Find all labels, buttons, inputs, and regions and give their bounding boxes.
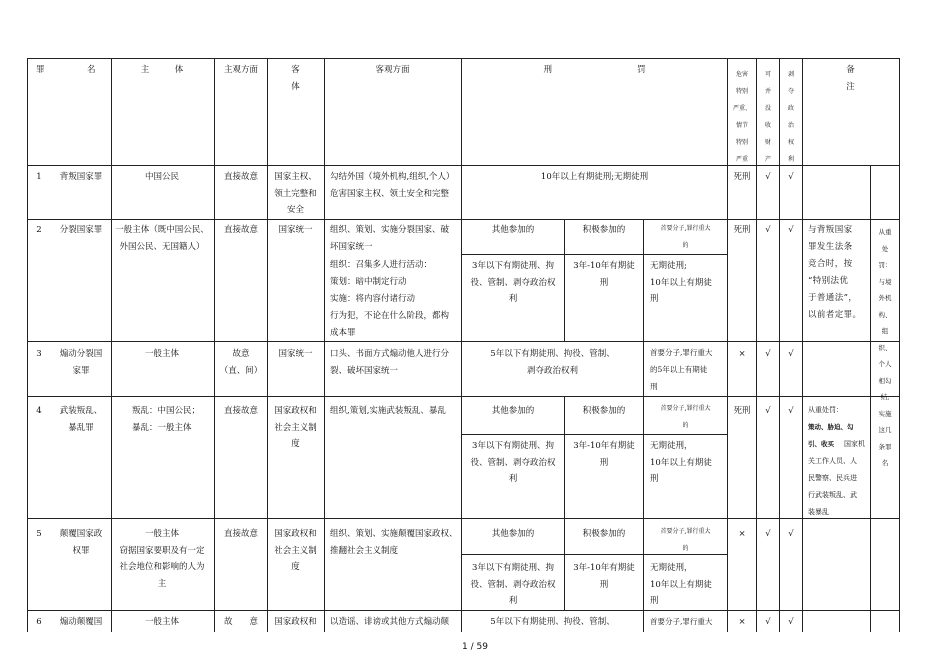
serious-penalty: × — [738, 529, 746, 539]
penalty-other-header: 其他参加的 — [491, 406, 535, 416]
penalty-lead-header: 首要分子,罪行重大 的 — [660, 405, 711, 429]
grid-line — [462, 254, 727, 255]
serious-penalty: 死刑 — [733, 406, 751, 416]
objective-line: 口头、书面方式煽动他人进行分 — [330, 349, 450, 359]
penalty: 10年以上有期徒刑;无期徒刑 — [540, 172, 649, 182]
row-number: 6 — [36, 617, 42, 627]
grid-line — [462, 434, 727, 435]
penalty-other: 3年以下有期徒刑、拘 役、管制、剥夺政治权 利 — [470, 441, 556, 484]
penalty-active: 3年-10年有期徒 刑 — [573, 441, 635, 468]
objective-line: 坏国家统一 — [330, 242, 373, 252]
grid-line — [27, 610, 899, 611]
objective-line: 勾结外国（境外机构,组织,个人） — [330, 172, 455, 182]
header-confiscate: 可 并 没 收 财 产 — [764, 71, 771, 163]
object: 国家政权和 社会主义制 度 — [274, 529, 317, 572]
object: 国家政权和 — [274, 617, 317, 627]
grid-line — [802, 58, 803, 632]
crime-name: 煽动颠覆国 — [59, 617, 103, 627]
penalty-lead: 首要分子,罪行重大 的5年以上有期徒 刑 — [650, 348, 713, 391]
confiscate-mark: √ — [765, 225, 771, 235]
remark-head: 从重处罚： — [808, 406, 843, 414]
header-remarks: 备 注 — [846, 65, 855, 92]
penalty: 5年以下有期徒刑、拘役、管制、 剥夺政治权利 — [490, 349, 615, 376]
penalty-lead: 无期徒刑; 10年以上有期徒 刑 — [650, 261, 712, 304]
objective-line: 组织、策划、实施分裂国家、破 — [330, 225, 450, 235]
deprive-mark: √ — [788, 349, 794, 359]
crime-name: 武装叛乱、 暴乱罪 — [59, 406, 103, 433]
objective-line: 组织：召集多人进行活动： — [330, 260, 433, 270]
grid-line — [27, 396, 899, 397]
deprive-mark: √ — [788, 225, 794, 235]
subject: 一般主体 窃据国家要职及有一定 社会地位和影响的人为 主 — [119, 529, 205, 589]
deprive-mark: √ — [788, 406, 794, 416]
subjective: 直接故意 — [223, 172, 258, 182]
grid-line — [27, 219, 899, 220]
serious-penalty: 死刑 — [733, 225, 751, 235]
header-object: 客 体 — [291, 65, 300, 92]
confiscate-mark: √ — [765, 529, 771, 539]
objective-line: 行为犯，不论在什么阶段，都构 — [330, 311, 450, 321]
header-penalty: 刑 罚 — [543, 65, 646, 75]
penalty-lead: 首要分子,罪行重大 — [650, 617, 713, 626]
remark-body: 国家机 关工作人员、人 民警察、民兵进 行武装叛乱、武 装暴乱 — [808, 440, 865, 516]
header-subjective: 主观方面 — [223, 65, 258, 75]
objective-line: 裂、破坏国家统一 — [330, 366, 399, 376]
penalty-active-header: 积极参加的 — [582, 406, 626, 416]
object: 国家统一 — [278, 225, 313, 235]
serious-penalty: 死刑 — [733, 172, 751, 182]
objective-line: 组织、策划、实施颠覆国家政权、 — [330, 529, 458, 539]
penalty-other: 3年以下有期徒刑、拘 役、管制、剥夺政治权 利 — [470, 261, 556, 304]
subject: 一般主体 — [144, 617, 179, 627]
penalty-lead: 无期徒刑， 10年以上有期徒 刑 — [650, 441, 712, 484]
grid-line — [461, 58, 462, 632]
deprive-mark: √ — [788, 172, 794, 182]
grid-line — [899, 58, 900, 632]
page-number: 1 / 59 — [462, 642, 488, 652]
objective-line: 组织,策划,实施武装叛乱、暴乱 — [330, 406, 446, 416]
grid-line — [324, 58, 325, 632]
penalty: 5年以下有期徒刑、拘役、管制、 — [490, 617, 615, 627]
grid-line — [27, 58, 28, 632]
objective-line: 推翻社会主义制度 — [330, 546, 399, 556]
objective-line: 以造谣、诽谤或其他方式煽动颠 — [330, 617, 450, 627]
crime-name: 煽动分裂国 家罪 — [59, 349, 103, 376]
subjective: 故意 （直、间） — [219, 349, 263, 376]
crime-name: 颠覆国家政 权罪 — [59, 529, 103, 556]
confiscate-mark: √ — [765, 349, 771, 359]
subjective: 直接故意 — [223, 529, 258, 539]
header-deprive: 剥 夺 政 治 权 利 — [787, 71, 794, 163]
grid-line — [643, 610, 644, 632]
grid-line — [214, 58, 215, 632]
crime-name: 分裂国家罪 — [59, 225, 103, 235]
header-crime-name: 罪 名 — [36, 65, 96, 75]
subjective: 直接故意 — [223, 406, 258, 416]
remark-emphasis: 策动、胁迫、勾 引、收买 — [808, 423, 854, 448]
penalty-lead-header: 首要分子,罪行重大 的 — [660, 225, 711, 249]
row-number: 1 — [36, 172, 42, 182]
confiscate-mark: √ — [765, 406, 771, 416]
penalty-active-header: 积极参加的 — [582, 225, 626, 235]
grid-line — [27, 58, 899, 59]
subject: 一般主体 — [144, 349, 179, 359]
header-objective: 客观方面 — [375, 65, 410, 75]
row-number: 4 — [36, 406, 42, 416]
subjective: 故 意 — [223, 617, 258, 627]
penalty-lead-header: 首要分子,罪行重大 的 — [660, 528, 711, 552]
object: 国家主权、 领土完整和 安全 — [274, 172, 317, 215]
subject: 一般主体（既中国公民、 外国公民、无国籍人） — [115, 225, 209, 252]
penalty-other: 3年以下有期徒刑、拘 役、管制、剥夺政治权 利 — [470, 563, 556, 606]
grid-line — [27, 518, 899, 519]
deprive-mark: √ — [788, 529, 794, 539]
penalty-other-header: 其他参加的 — [491, 225, 535, 235]
objective-line: 危害国家主权、领土安全和完整 — [330, 189, 450, 199]
row-number: 2 — [36, 225, 42, 235]
object: 国家政权和 社会主义制 度 — [274, 406, 317, 449]
crime-name: 背叛国家罪 — [59, 172, 103, 182]
confiscate-mark: √ — [765, 617, 771, 627]
remark: 与背叛国家 罪发生法条 竞合时，按 “特别法优 于普通法”， 以前者定罪。 — [808, 225, 862, 320]
penalty-other-header: 其他参加的 — [491, 529, 535, 539]
penalty-lead: 无期徒刑， 10年以上有期徒 刑 — [650, 563, 712, 606]
penalty-active-header: 积极参加的 — [582, 529, 626, 539]
confiscate-mark: √ — [765, 172, 771, 182]
grid-line — [27, 341, 899, 342]
grid-line — [643, 341, 644, 396]
subject: 中国公民 — [144, 172, 179, 182]
serious-penalty: × — [738, 617, 746, 627]
subject: 叛乱：中国公民； 暴乱：一般主体 — [132, 406, 201, 433]
deprive-mark: √ — [788, 617, 794, 627]
penalty-active: 3年-10年有期徒 刑 — [573, 261, 635, 288]
serious-penalty: × — [738, 349, 746, 359]
objective-line: 策划：暗中制定行动 — [330, 277, 407, 287]
objective-line: 成本罪 — [330, 328, 356, 338]
header-serious: 危害 特别 严重、 情节 特别 严重 — [732, 71, 751, 163]
row-number: 5 — [36, 529, 42, 539]
penalty-active: 3年-10年有期徒 刑 — [573, 563, 635, 590]
subjective: 直接故意 — [223, 225, 258, 235]
object: 国家统一 — [278, 349, 313, 359]
objective-line: 实施：将内容付诸行动 — [330, 294, 416, 304]
side-remark: 从重 处 罚： 与境 外机 构、 组 织、 个人 相勾 结, 实施 这几 条罪 名 — [878, 228, 892, 467]
header-subject: 主 体 — [140, 65, 184, 75]
row-number: 3 — [36, 349, 42, 359]
